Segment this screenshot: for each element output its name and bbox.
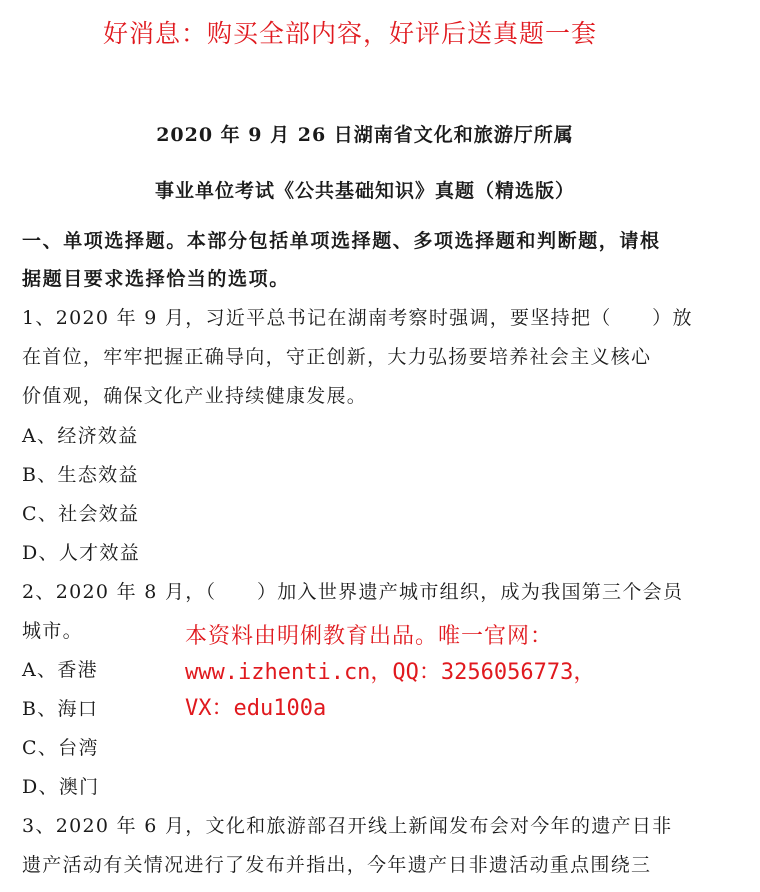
question-3-stem-line-1: 3、2020 年 6 月，文化和旅游部召开线上新闻发布会对今年的遗产日非 xyxy=(22,815,673,837)
question-2-option-b: B、海口 xyxy=(22,698,99,720)
document-title-line-1: 2020 年 9 月 26 日湖南省文化和旅游厅所属 xyxy=(156,124,574,146)
question-1-option-c: C、社会效益 xyxy=(22,503,140,525)
question-1-option-b: B、生态效益 xyxy=(22,464,139,486)
section-heading-line-2: 据题目要求选择恰当的选项。 xyxy=(22,268,290,290)
document-title-line-2: 事业单位考试《公共基础知识》真题（精选版） xyxy=(154,180,575,202)
question-1-option-a: A、经济效益 xyxy=(22,425,139,447)
question-2-option-a: A、香港 xyxy=(22,659,98,681)
watermark-line-3: VX：edu100a xyxy=(185,696,327,721)
section-heading-line-1: 一、单项选择题。本部分包括单项选择题、多项选择题和判断题，请根 xyxy=(22,230,661,252)
question-1-stem-line-2: 在首位，牢牢把握正确导向，守正创新，大力弘扬要培养社会主义核心 xyxy=(22,346,652,368)
watermark-line-2: www.izhenti.cn，QQ：3256056773， xyxy=(185,660,596,685)
question-3-stem-line-2: 遗产活动有关情况进行了发布并指出，今年遗产日非遗活动重点围绕三 xyxy=(22,854,652,876)
promo-banner: 好消息：购买全部内容，好评后送真题一套 xyxy=(102,19,597,48)
question-2-stem-line-2: 城市。 xyxy=(22,620,83,642)
watermark-line-1: 本资料由明俐教育出品。唯一官网： xyxy=(185,624,554,649)
question-2-stem-line-1: 2、2020 年 8 月，（ ）加入世界遗产城市组织，成为我国第三个会员 xyxy=(22,581,684,603)
question-2-option-c: C、台湾 xyxy=(22,737,99,759)
question-1-option-d: D、人才效益 xyxy=(22,542,141,564)
question-1-stem-line-1: 1、2020 年 9 月，习近平总书记在湖南考察时强调，要坚持把（ ）放 xyxy=(22,307,693,329)
question-2-option-d: D、澳门 xyxy=(22,776,100,798)
question-1-stem-line-3: 价值观，确保文化产业持续健康发展。 xyxy=(22,385,368,407)
